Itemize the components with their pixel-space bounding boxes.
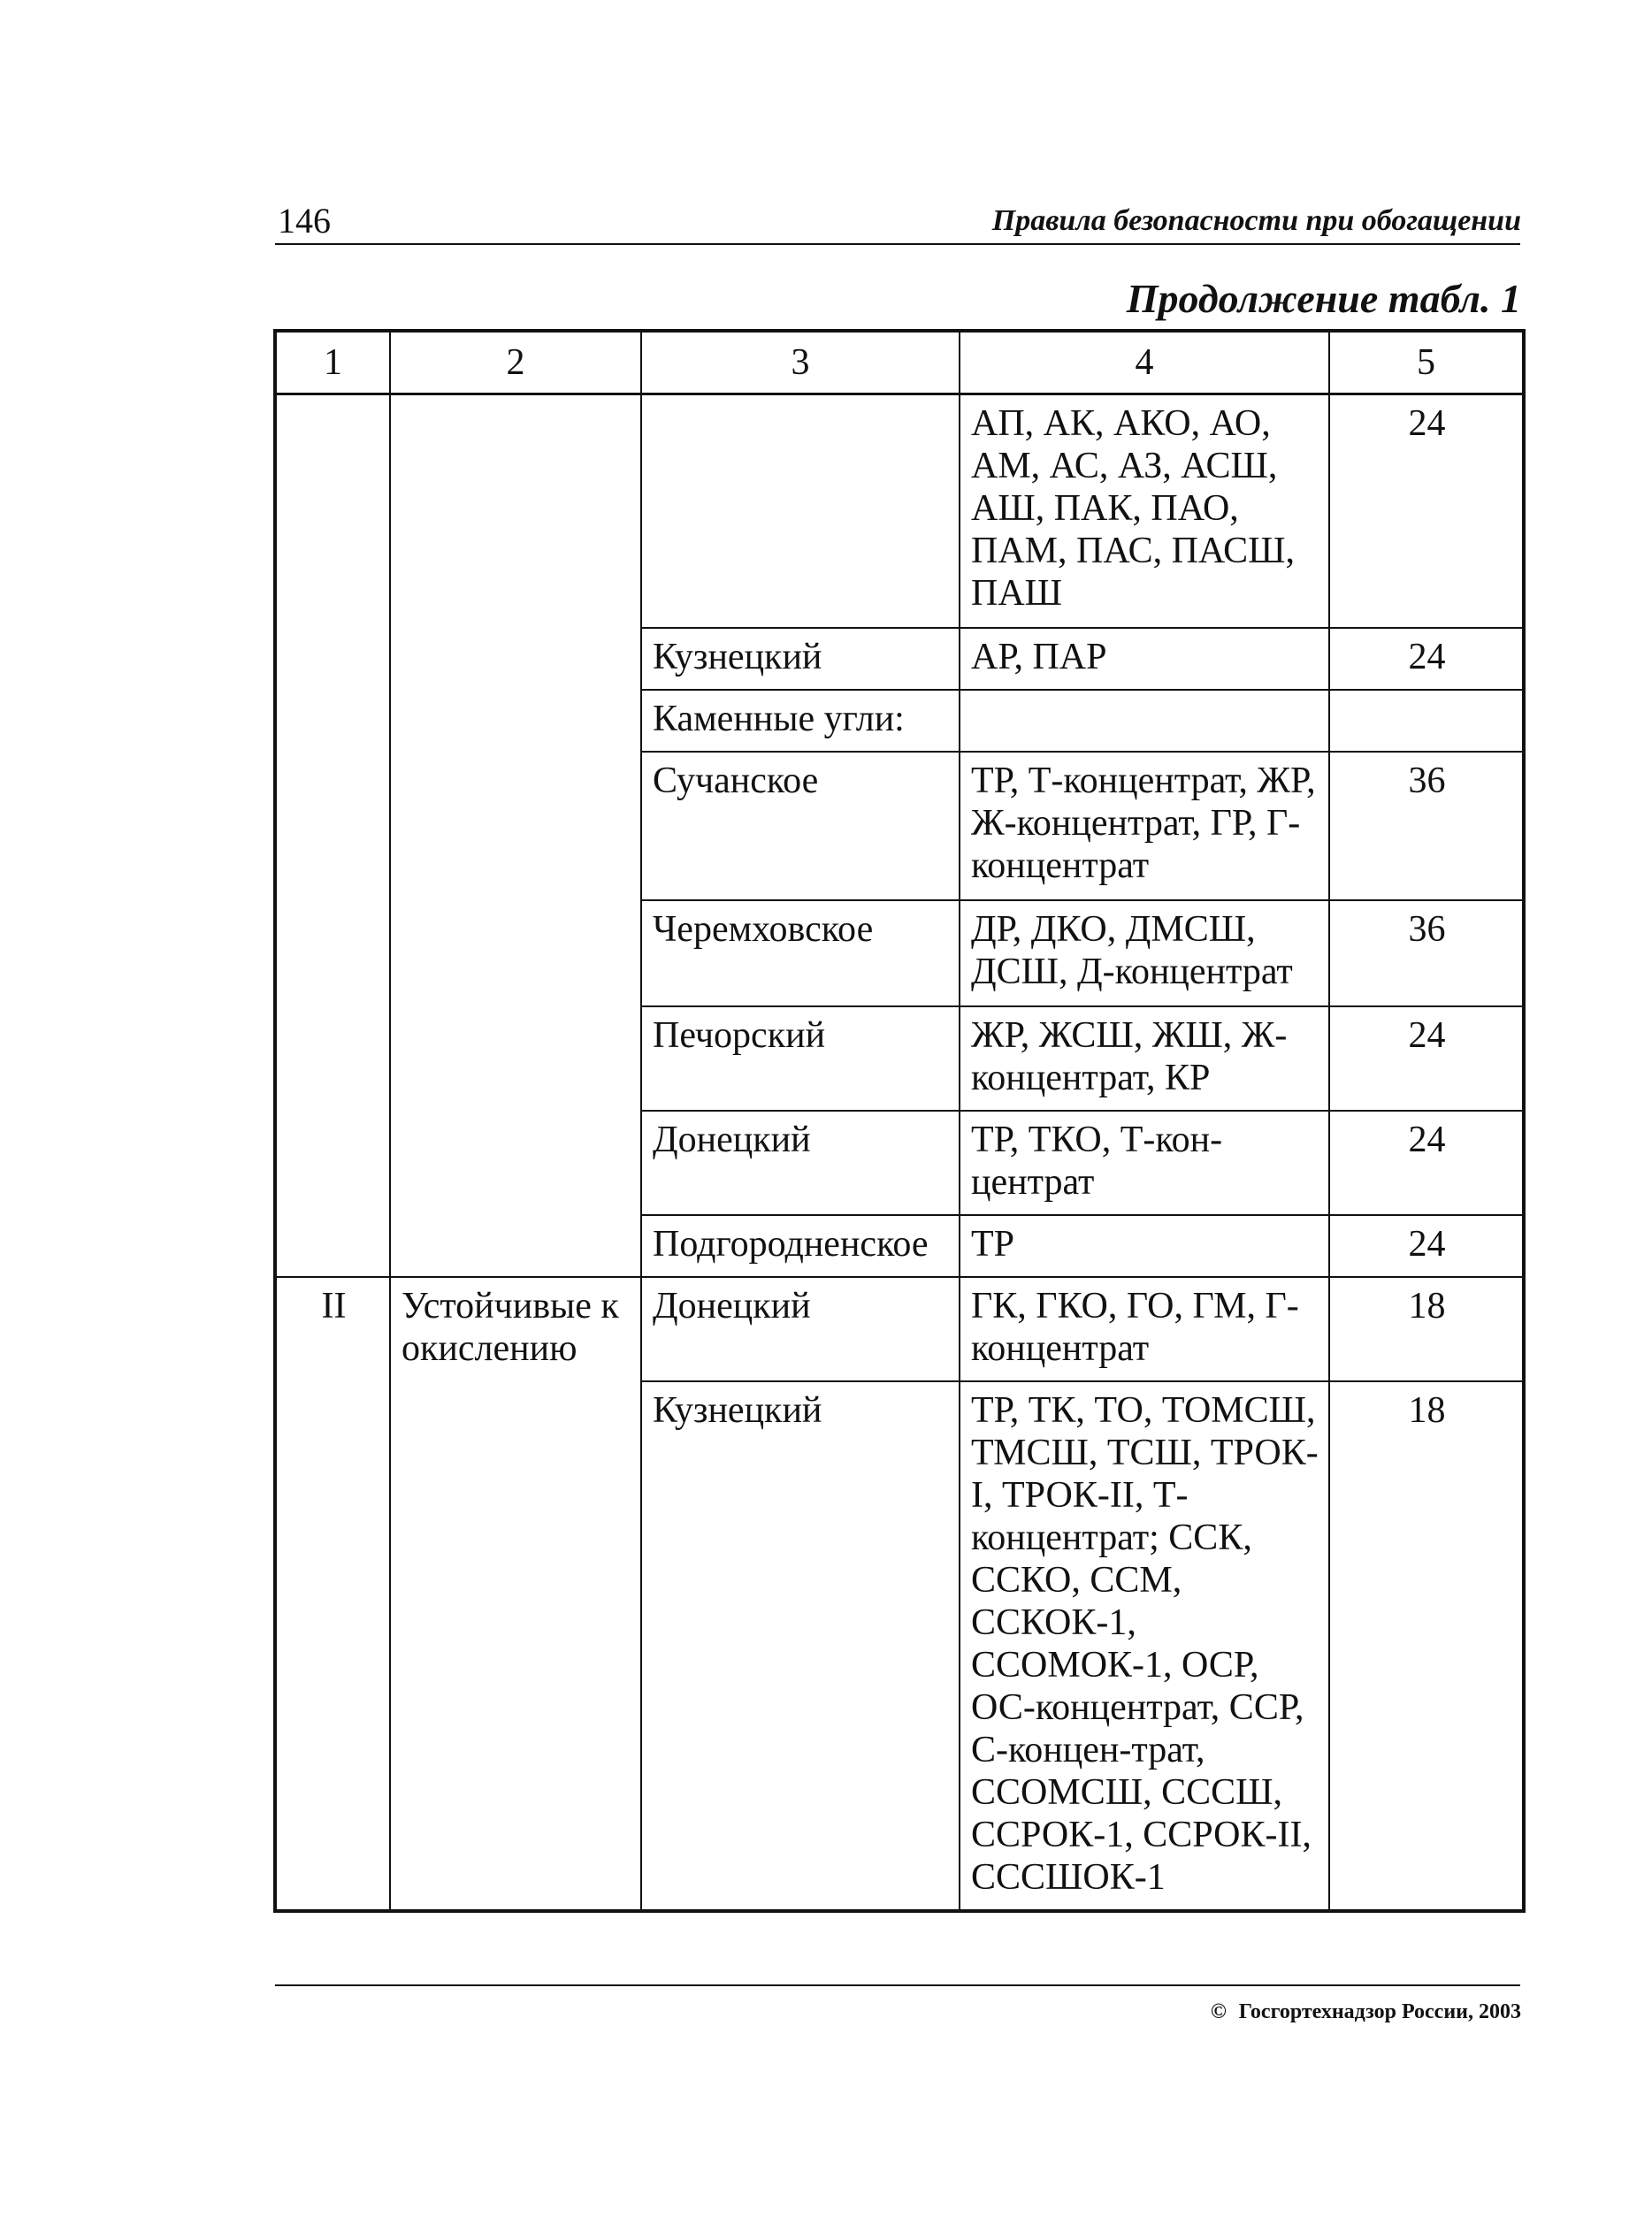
footer-rule bbox=[275, 1984, 1520, 1986]
coal-source-cell: Донецкий bbox=[641, 1111, 960, 1215]
coal-grades-cell: АП, АК, АКО, АО, АМ, АС, АЗ, АСШ, АШ, ПАК, ПАО, ПАМ, ПАС, ПАСШ, ПАШ bbox=[960, 394, 1329, 628]
coal-grades-cell: ДР, ДКО, ДМСШ, ДСШ, Д-концентрат bbox=[960, 900, 1329, 1006]
storage-period-cell: 36 bbox=[1329, 752, 1524, 900]
group-b-col2-cell: Устойчивые к окислению bbox=[390, 1277, 641, 1911]
copyright-notice bbox=[1211, 1999, 1521, 2025]
storage-period-cell: 24 bbox=[1329, 1111, 1524, 1215]
table-header-row bbox=[275, 331, 1524, 394]
storage-period-cell bbox=[1329, 690, 1524, 752]
coal-source-cell: Подгородненское bbox=[641, 1215, 960, 1277]
coal-grades-cell: ТР, Т-концентрат, ЖР, Ж-концентрат, ГР, Г-концентрат bbox=[960, 752, 1329, 900]
coal-source-cell: Донецкий bbox=[641, 1277, 960, 1381]
coal-grades-cell: АР, ПАР bbox=[960, 628, 1329, 690]
column-header-2: 2 bbox=[390, 331, 641, 394]
group-b-col1-cell: II bbox=[275, 1277, 390, 1911]
column-header-1: 1 bbox=[275, 331, 390, 394]
coal-grades-cell: ТР bbox=[960, 1215, 1329, 1277]
coal-source-cell: Каменные угли: bbox=[641, 690, 960, 752]
coal-storage-table bbox=[273, 329, 1526, 1913]
column-header-3: 3 bbox=[641, 331, 960, 394]
table-continuation-label: Продолжение табл. 1 bbox=[1126, 276, 1521, 321]
coal-grades-cell: ТР, ТК, ТО, ТОМСШ, ТМСШ, ТСШ, ТРОК-I, ТРОК-II, Т-концентрат; ССК, ССКО, ССМ, ССКОК-1, ССОМОК-1, ОСР, ОС-концентрат, ССР, С-концен-трат, ССОМСШ, СССШ, ССРОК-1, ССРОК-II, СССШОК-1 bbox=[960, 1381, 1329, 1911]
column-header-4: 4 bbox=[960, 331, 1329, 394]
coal-grades-cell: ТР, ТКО, Т-кон-центрат bbox=[960, 1111, 1329, 1215]
coal-grades-cell: ГК, ГКО, ГО, ГМ, Г-концентрат bbox=[960, 1277, 1329, 1381]
storage-period-cell: 24 bbox=[1329, 1215, 1524, 1277]
table-container bbox=[273, 329, 1522, 1913]
table-row bbox=[275, 394, 1524, 628]
storage-period-cell: 36 bbox=[1329, 900, 1524, 1006]
coal-source-cell: Печорский bbox=[641, 1006, 960, 1111]
copyright-text: Госгортехнадзор России, 2003 bbox=[1238, 2000, 1521, 2023]
coal-grades-cell bbox=[960, 690, 1329, 752]
storage-period-cell: 24 bbox=[1329, 1006, 1524, 1111]
page-number: 146 bbox=[278, 201, 331, 241]
storage-period-cell: 24 bbox=[1329, 628, 1524, 690]
coal-source-cell bbox=[641, 394, 960, 628]
group-a-col1-cell bbox=[275, 394, 390, 1277]
coal-grades-cell: ЖР, ЖСШ, ЖШ, Ж-концентрат, КР bbox=[960, 1006, 1329, 1111]
coal-source-cell: Сучанское bbox=[641, 752, 960, 900]
copyright-icon: © bbox=[1210, 2000, 1227, 2023]
storage-period-cell: 24 bbox=[1329, 394, 1524, 628]
coal-source-cell: Кузнецкий bbox=[641, 1381, 960, 1911]
coal-source-cell: Черемховское bbox=[641, 900, 960, 1006]
table-row bbox=[275, 1277, 1524, 1381]
storage-period-cell: 18 bbox=[1329, 1277, 1524, 1381]
column-header-5: 5 bbox=[1329, 331, 1524, 394]
group-a-col2-cell bbox=[390, 394, 641, 1277]
header-rule bbox=[275, 243, 1520, 245]
running-title: Правила безопасности при обогащении bbox=[991, 204, 1521, 237]
coal-source-cell: Кузнецкий bbox=[641, 628, 960, 690]
storage-period-cell: 18 bbox=[1329, 1381, 1524, 1911]
